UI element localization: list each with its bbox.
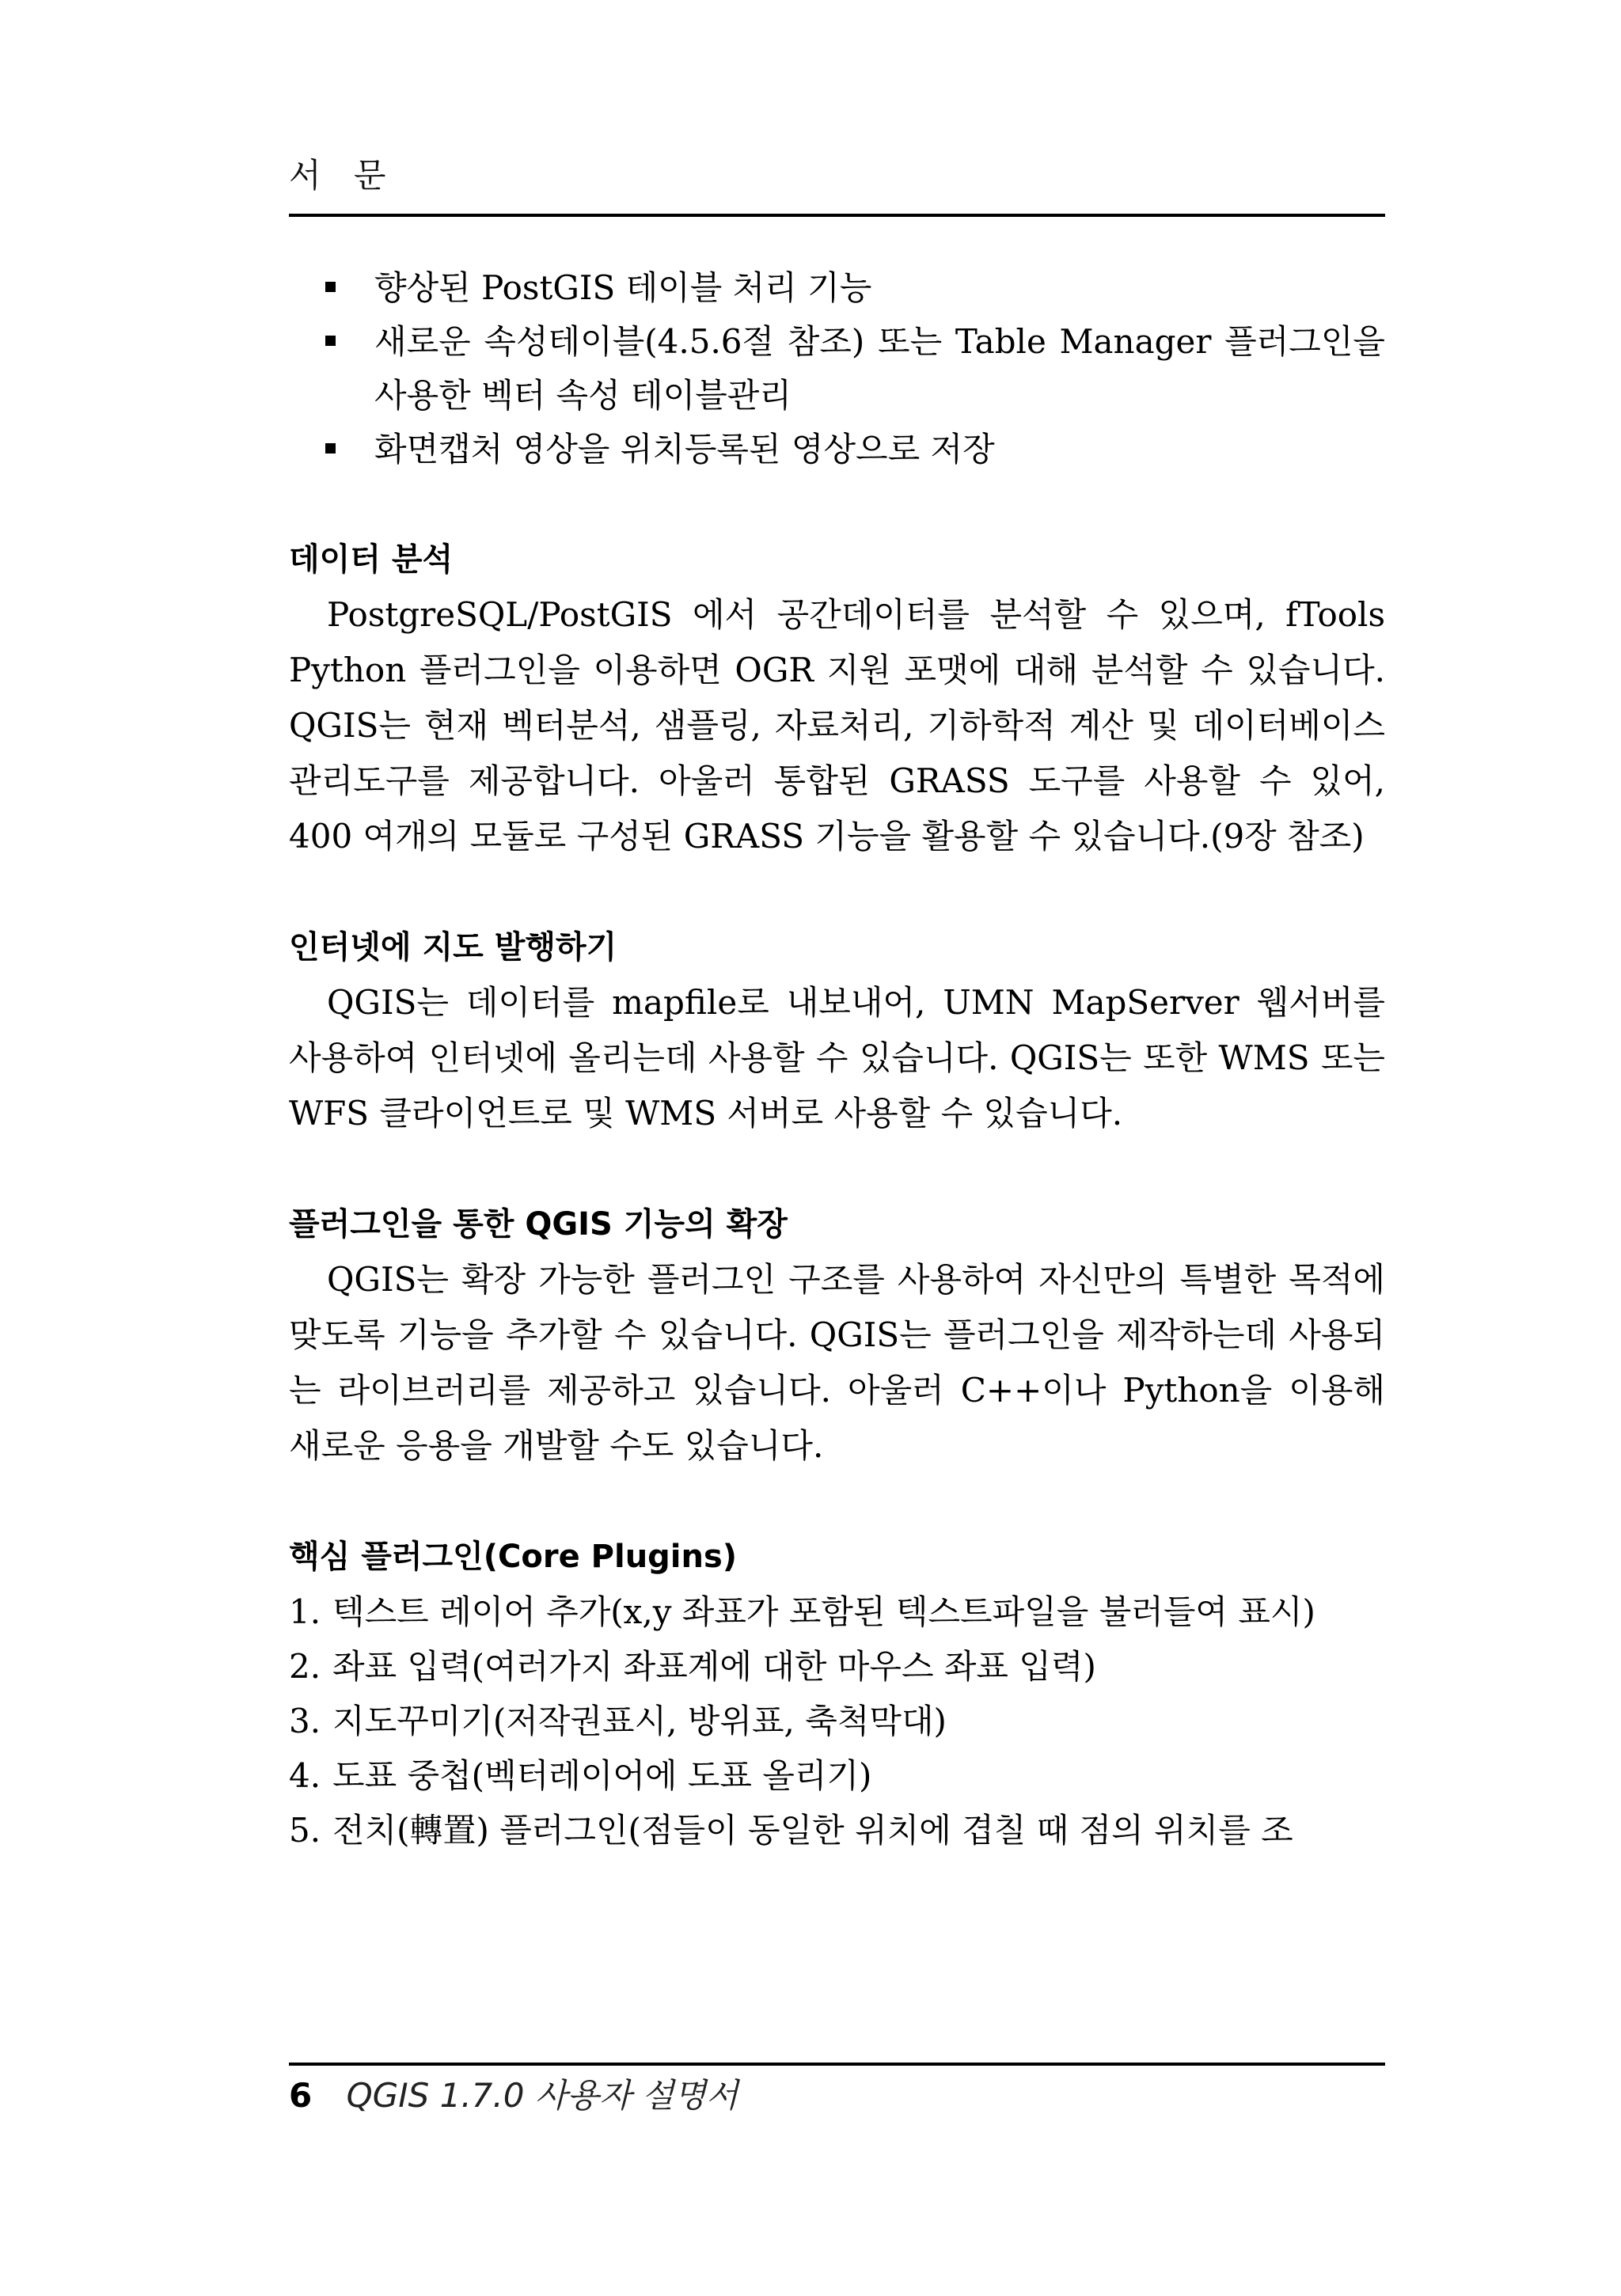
plugin-item-text: 전치(轉置) 플러그인(점들이 동일한 위치에 겹칠 때 점의 위치를 조 bbox=[332, 1811, 1293, 1850]
section-heading-core-plugins: 핵심 플러그인(Core Plugins) bbox=[289, 1539, 738, 1575]
bullet-item bbox=[289, 261, 1385, 315]
section-spacer bbox=[289, 864, 1385, 920]
document-page bbox=[289, 0, 1385, 2296]
plugin-item-number: 5. bbox=[289, 1811, 321, 1850]
section-heading-analysis: 데이터 분석 bbox=[289, 541, 454, 578]
page-number: 6 bbox=[289, 2076, 313, 2115]
section-heading-extending: 플러그인을 통한 QGIS 기능의 확장 bbox=[289, 1206, 788, 1243]
features-bullet-list bbox=[289, 261, 1385, 476]
running-header-title: 서 문 bbox=[289, 156, 397, 195]
page-content bbox=[289, 261, 1385, 1858]
plugin-list-item bbox=[289, 1694, 1385, 1748]
footer-rule bbox=[289, 2063, 1385, 2066]
section-body-extending: QGIS는 확장 가능한 플러그인 구조를 사용하여 자신만의 특별한 목적에 맞도록 기능을 추가할 수 있습니다. QGIS는 플러그인을 제작하는데 사용되는 라이브러리를 제공하고 있습니다. 아울러 C++이나 Python을 이용해 새로운 응용을 개발할 수도 있습니다. bbox=[289, 1260, 1385, 1465]
bullet-item-text: 새로운 속성테이블(4.5.6절 참조) 또는 Table Manager 플러그인을 사용한 벡터 속성 테이블관리 bbox=[374, 322, 1385, 415]
section-spacer bbox=[289, 1141, 1385, 1197]
square-bullet-icon bbox=[325, 336, 336, 346]
plugin-list-item bbox=[289, 1803, 1385, 1858]
square-bullet-icon bbox=[325, 443, 336, 454]
bullet-item-text: 향상된 PostGIS 테이블 처리 기능 bbox=[374, 268, 872, 307]
bullet-item bbox=[289, 423, 1385, 476]
section-spacer bbox=[289, 1474, 1385, 1529]
section-heading-publishing: 인터넷에 지도 발행하기 bbox=[289, 929, 617, 966]
section-spacer bbox=[289, 476, 1385, 532]
page-footer bbox=[289, 2072, 738, 2120]
header-rule bbox=[289, 214, 1385, 217]
square-bullet-icon bbox=[325, 282, 336, 292]
plugin-item-number: 3. bbox=[289, 1702, 321, 1740]
plugin-item-text: 도표 중첩(벡터레이어에 도표 올리기) bbox=[332, 1756, 872, 1795]
section-body-publishing: QGIS는 데이터를 mapfile로 내보내어, UMN MapServer 웹서버를 사용하여 인터넷에 올리는데 사용할 수 있습니다. QGIS는 또한 WMS 또는 WFS 클라이언트로 및 WMS 서버로 사용할 수 있습니다. bbox=[289, 983, 1385, 1133]
plugin-item-text: 지도꾸미기(저작권표시, 방위표, 축척막대) bbox=[332, 1702, 947, 1740]
plugin-list-item bbox=[289, 1584, 1385, 1639]
plugin-item-number: 4. bbox=[289, 1756, 321, 1795]
plugin-item-text: 좌표 입력(여러가지 좌표계에 대한 마우스 좌표 입력) bbox=[332, 1647, 1096, 1686]
plugin-list-item bbox=[289, 1639, 1385, 1694]
plugin-item-number: 2. bbox=[289, 1647, 321, 1686]
bullet-item-text: 화면캡처 영상을 위치등록된 영상으로 저장 bbox=[374, 430, 995, 469]
section-body-analysis: PostgreSQL/PostGIS 에서 공간데이터를 분석할 수 있으며, fTools Python 플러그인을 이용하면 OGR 지원 포맷에 대해 분석할 수 있습니다. QGIS는 현재 벡터분석, 샘플링, 자료처리, 기하학적 계산 및 데이터베이스 관리도구를 제공합니다. 아울러 통합된 GRASS 도구를 사용할 수 있어, 400 여개의 모듈로 구성된 GRASS 기능을 활용할 수 있습니다.(9장 참조) bbox=[289, 595, 1385, 856]
footer-book-title: QGIS 1.7.0 사용자 설명서 bbox=[346, 2076, 738, 2115]
plugin-item-number: 1. bbox=[289, 1592, 321, 1631]
plugin-item-text: 텍스트 레이어 추가(x,y 좌표가 포함된 텍스트파일을 불러들여 표시) bbox=[332, 1592, 1315, 1631]
bullet-item bbox=[289, 315, 1385, 423]
plugin-list-item bbox=[289, 1748, 1385, 1803]
core-plugins-list bbox=[289, 1584, 1385, 1858]
